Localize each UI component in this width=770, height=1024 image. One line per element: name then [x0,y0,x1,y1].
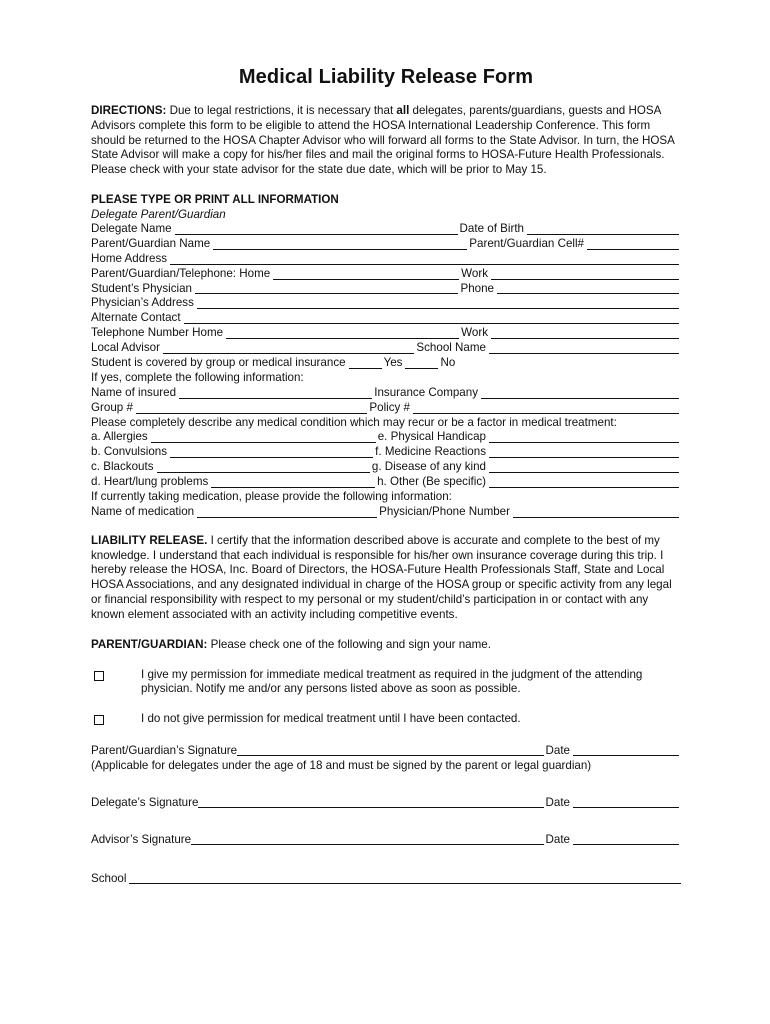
if-yes-text: If yes, complete the following information: [91,370,304,384]
convulsions-field[interactable] [170,457,373,458]
directions-emphasis: all [396,104,410,117]
delegate-name-row [91,222,681,237]
tel-work-field[interactable] [491,338,679,339]
heart-lung-field[interactable] [211,487,375,488]
school-field[interactable] [129,883,681,884]
describe-condition-text: Please completely describe any medical condition which may recur or be a factor in medical treatment: [91,415,617,429]
parent-name-row [91,237,681,252]
form-page [91,62,681,886]
liability-text: I certify that the information described above is accurate and complete to the best of my knowledge. I understand that each individual is responsible for his/her own insurance coverage during this trip. I hereby release the HOSA, Inc. Board of Directors, the HOSA-Future Health Professionals Staff, State and Local HOSA Associations, and any designated individual in charge of the HOSA group or specific activity from any legal or financial responsibility with respect to my personal or my student/child’s participation in or contact with any known element associated with an activity including competitive events. [91,533,672,621]
advisor-signature-row [91,832,681,847]
directions-paragraph [91,104,681,178]
school-name-field[interactable] [489,353,679,354]
directions-label: DIRECTIONS: [91,104,167,117]
insured-row [91,386,681,401]
physician-phone-label: Phone [460,281,494,295]
parent-work-field[interactable] [491,279,679,280]
physicians-address-label: Physician’s Address [91,296,194,310]
local-advisor-label: Local Advisor [91,341,160,355]
parent-guardian-paragraph [91,637,681,652]
parent-telephone-row [91,267,681,282]
parent-signature-field[interactable] [237,755,543,756]
physicians-address-row [91,296,681,311]
convulsions-label: b. Convulsions [91,445,168,459]
parent-signature-row [91,743,681,758]
alternate-contact-row [91,311,681,326]
students-physician-field[interactable] [195,293,458,294]
delegate-signature-label: Delegate’s Signature [91,796,199,810]
name-of-medication-field[interactable] [197,517,377,518]
other-field[interactable] [489,487,679,488]
parent-tel-home-label: Parent/Guardian/Telephone: Home [91,266,271,280]
name-of-insured-field[interactable] [179,398,372,399]
home-address-field[interactable] [170,264,679,265]
parent-tel-home-field[interactable] [273,279,459,280]
medicine-reactions-field[interactable] [489,457,679,458]
parent-cell-label: Parent/Guardian Cell# [469,236,584,250]
parent-date-label: Date [545,744,570,758]
parent-guardian-label: PARENT/GUARDIAN: [91,637,208,651]
allergies-field[interactable] [151,442,376,443]
parent-cell-field[interactable] [587,249,679,250]
permit-option-text: I give my permission for immediate medical treatment as required in the judgment of the attending physician. Notify me and/or any persons listed above as soon as possible. [141,667,643,696]
group-label: Group # [91,400,133,414]
insurance-company-label: Insurance Company [374,385,478,399]
allergies-label: a. Allergies [91,430,148,444]
name-of-insured-label: Name of insured [91,385,177,399]
insurance-yes-label: Yes [383,355,403,369]
date-of-birth-field[interactable] [527,234,679,235]
info-heading: PLEASE TYPE OR PRINT ALL INFORMATION [91,192,339,206]
liability-label: LIABILITY RELEASE. [91,533,208,547]
form-title: Medical Liability Release Form [238,66,534,88]
disease-kind-field[interactable] [489,472,679,473]
heart-lung-row [91,475,681,490]
advisor-signature-field[interactable] [191,844,543,845]
parent-signature-label: Parent/Guardian’s Signature [91,744,238,758]
home-address-label: Home Address [91,251,168,265]
physician-phone-number-field[interactable] [513,517,679,518]
delegate-date-label: Date [545,796,570,810]
blackouts-field[interactable] [157,472,370,473]
insurance-company-field[interactable] [481,398,679,399]
delegate-signature-row [91,795,681,810]
parent-name-field[interactable] [213,249,467,250]
tel-home-field[interactable] [226,338,459,339]
permission-option [91,668,681,698]
home-address-row [91,252,681,267]
directions-text-after: delegates, parents/guardians, guests and HOSA Advisors complete this form to be eligible to attend the HOSA International Leadership Conference. This form should be returned to the HOSA Chapter Advisor who will forward all forms to the State Advisor. In turn, the HOSA State Advisor will make a copy for his/her files and mail the original forms to HOSA-Future Health Professionals. Please check with your state advisor for the state due date, which will be prior to May 15. [91,104,675,177]
alternate-contact-field[interactable] [184,323,679,324]
parent-signature-note: (Applicable for delegates under the age of 18 and must be signed by the parent or legal guardian) [91,759,592,773]
students-physician-label: Student’s Physician [91,281,192,295]
advisor-date-field[interactable] [573,844,679,845]
school-row [91,871,681,886]
group-field[interactable] [136,413,367,414]
parent-date-field[interactable] [573,755,679,756]
info-subheading: Delegate Parent/Guardian [91,207,226,221]
parent-guardian-text: Please check one of the following and sign your name. [207,637,491,651]
name-of-medication-label: Name of medication [91,504,195,518]
physicians-address-field[interactable] [197,308,679,309]
advisor-date-label: Date [545,833,570,847]
parent-name-label: Parent/Guardian Name [91,236,211,250]
deny-option-text: I do not give permission for medical treatment until I have been contacted. [141,712,521,726]
medication-note: If currently taking medication, please provide the following information: [91,490,452,504]
blackouts-row [91,460,681,475]
parent-work-label: Work [461,266,488,280]
convulsions-row [91,445,681,460]
medication-row [91,505,681,520]
liability-paragraph [91,534,681,623]
blackouts-label: c. Blackouts [91,460,154,474]
permit-checkbox[interactable] [94,671,104,681]
school-label: School [91,872,127,886]
other-label: h. Other (Be specific) [377,475,486,489]
delegate-name-label: Delegate Name [91,221,172,235]
physician-row [91,282,681,297]
medicine-reactions-label: f. Medicine Reactions [375,445,486,459]
delegate-name-field[interactable] [175,234,458,235]
alternate-contact-label: Alternate Contact [91,311,181,325]
insurance-question-row [91,356,681,371]
insurance-no-blank[interactable] [405,368,438,369]
tel-home-label: Telephone Number Home [91,326,224,340]
heart-lung-label: d. Heart/lung problems [91,475,209,489]
directions-text-before: Due to legal restrictions, it is necessary that [166,104,397,117]
date-of-birth-label: Date of Birth [459,221,524,235]
insurance-no-label: No [440,355,456,369]
physician-phone-number-label: Physician/Phone Number [379,504,510,518]
policy-field[interactable] [413,413,679,414]
physical-handicap-label: e. Physical Handicap [377,430,486,444]
allergies-row [91,430,681,445]
delegate-signature-field[interactable] [198,807,543,808]
delegate-date-field[interactable] [573,807,679,808]
local-advisor-row [91,341,681,356]
school-name-label: School Name [416,341,486,355]
tel-work-label: Work [461,326,488,340]
insurance-question-label: Student is covered by group or medical insurance [91,355,346,369]
deny-checkbox[interactable] [94,715,104,725]
insurance-yes-blank[interactable] [349,368,382,369]
group-policy-row [91,401,681,416]
policy-label: Policy # [369,400,410,414]
no-permission-option [91,712,681,727]
advisor-signature-label: Advisor’s Signature [91,833,192,847]
physical-handicap-field[interactable] [489,442,679,443]
physician-phone-field[interactable] [497,293,679,294]
disease-kind-label: g. Disease of any kind [371,460,486,474]
telephone-row [91,326,681,341]
local-advisor-field[interactable] [163,353,414,354]
